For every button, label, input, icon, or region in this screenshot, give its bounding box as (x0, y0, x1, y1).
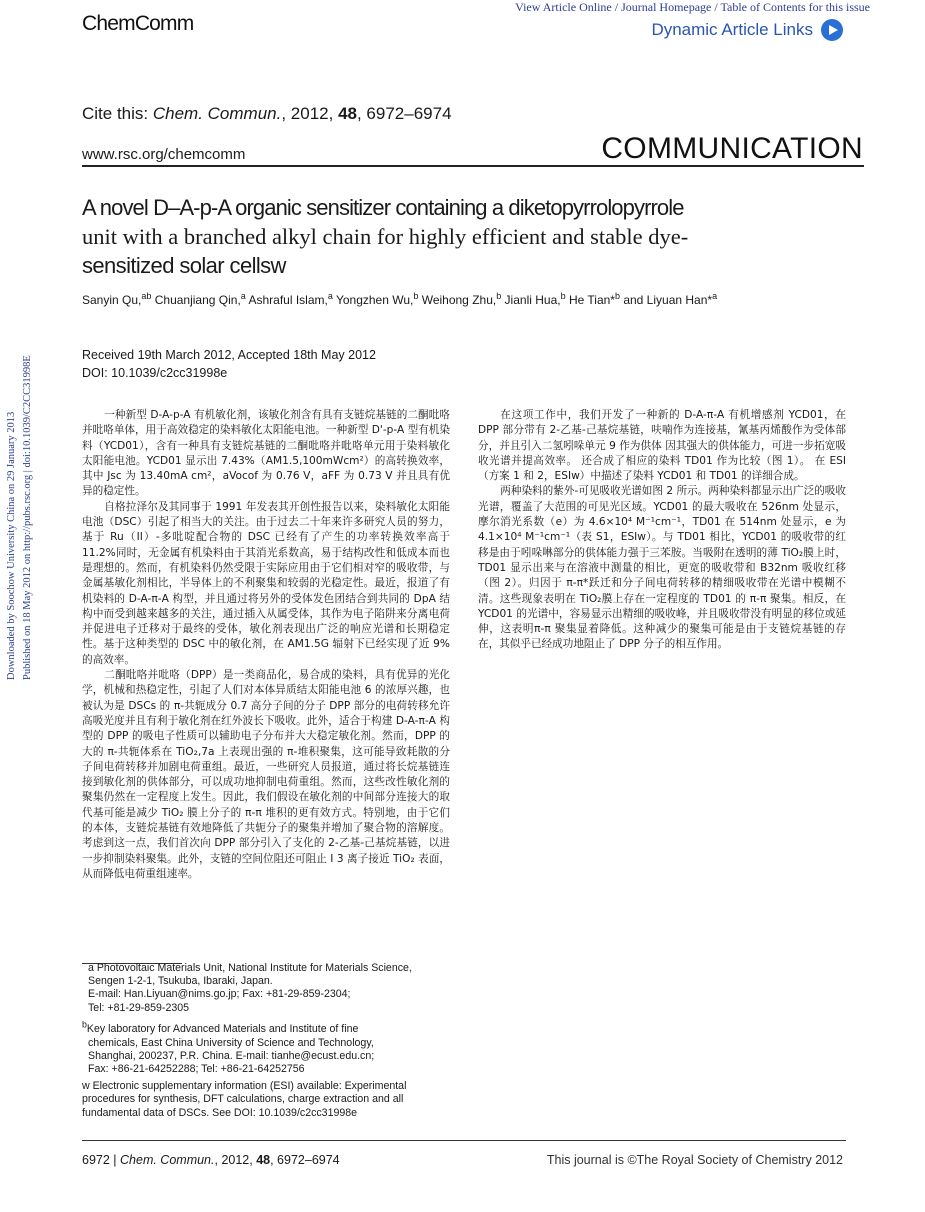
title-line-2: unit with a branched alkyl chain for highly efficient and stable dye- (82, 224, 689, 249)
affiliation-mark: a (712, 291, 718, 301)
separator: / (611, 0, 622, 14)
title-line-1: A novel D–A-p-A organic sensitizer containing a diketopyrrolopyrrole (82, 195, 684, 220)
footnote-line: a Photovoltaic Materials Unit, National Institute for Materials Science, (88, 962, 412, 974)
citation (82, 104, 452, 124)
body-paragraph: 二酮吡咯并吡咯（DPP）是一类商品化，易合成的染料，具有优异的光化学，机械和热稳定性，引起了人们对本体异质结太阳能电池 6 的浓厚兴趣，也被认为是 DSCs 的 π-共轭成分 0.7 高分子间的分子 DPP 部分的电荷转移允许高吸光度并且有利于敏化剂在红外波长下吸收。此外，适合于构建 D-A-π-A 构型的 DPP 的吸电子性质可以辅助电子分布并大大稳定敏化剂。然而，DPP 的大的 π-共轭体系在 TiO₂,7a 上表现出强的 π-堆积聚集，这可能导致耗散的分子间电荷转移并加剧电荷重组。最近，一些研究人员报道，通过将长烷基链连接到敏化剂的供体部分，可以成功地抑制电荷重组。然而，这些改性敏化剂的聚集仍然在一定程度上发生。因此，我们假设在敏化剂的中间部分连接大的取代基可能是减少 TiO₂ 膜上分子的 π-π 堆积的更有效方式。特别地，由于它们的本体，支链烷基链有效地降低了共轭分子的聚集并增加了聚合物的溶解度。考虑到这一点，我们首次向 DPP 部分引入了支化的 2-乙基-己基烷基链，以进一步抑制染料聚集。此外，支链的空间位阻还可阻止 I 3 离子接近 TiO₂ 表面，从而降低电荷重组速率。 (82, 669, 450, 880)
author: Jianli Hua, (501, 293, 561, 307)
received-accepted: Received 19th March 2012, Accepted 18th May 2012 (82, 348, 376, 362)
page-footer-citation (82, 1153, 340, 1167)
author: He Tian* (565, 293, 615, 307)
journal-brand: ChemComm (82, 12, 194, 35)
affiliation-mark: ab (141, 291, 152, 301)
body-paragraph: 在这项工作中，我们开发了一种新的 D-A-π-A 有机增感剂 YCD01，在 DPP 部分带有 2-乙基-己基烷基链，呋喃作为连接基，氰基丙烯酸作为受体部分，并且引入二氢吲哚单元 9 作为供体 因其强大的供体能力，可进一步拓宽吸收光谱并提高效率。 还合成了相应的染料 TD01 作为比较（图 1）。 在 ESI（方案 1 和 2，ESIw）中描述了染料 YCD01 和 TD01 的详细合成。 (478, 409, 846, 483)
cite-journal: Chem. Commun. (152, 104, 282, 123)
footnote-esi (82, 1080, 450, 1120)
play-arrow-icon[interactable] (821, 19, 843, 41)
author: Chuanjiang Qin, (151, 293, 241, 307)
dynamic-article-links-label[interactable]: Dynamic Article Links (651, 20, 813, 39)
author: Sanyin Qu, (82, 293, 142, 307)
footnote-line: Tel: +81-29-859-2305 (88, 1001, 190, 1014)
view-article-online-link[interactable]: View Article Online (515, 0, 612, 14)
body-paragraph: 两种染料的紫外-可见吸收光谱如图 2 所示。两种染料都显示出广泛的吸收光谱，覆盖了大范围的可见光区域。YCD01 的最大吸收在 526nm 处显示，摩尔消光系数（e）为 4.6×10⁴ M⁻¹cm⁻¹，TD01 在 514nm 处显示，e 为 4.1×10⁴ M⁻¹cm⁻¹（表 S1，ESIw）。与 TD01 相比，YCD01 的吸收带的红移是由于吲哚啉部分的供体能力强于三苯胺。当吸附在透明的薄 TiO₂膜上时，TD01 显示出来与在溶液中测量的相比，更宽的吸收带和 B32nm 吸收红移（图 2）。归因于 π-π*跃迁和分子间电荷转移的精细吸收带在光谱中模糊不清。这些现象表明在 TiO₂膜上存在一定程度的 TD01 的 π-π 聚集。相反，在 YCD01 的光谱中，容易显示出精细的吸收峰，并且吸收带没有明显的移位或延伸，这表明π-π 聚集显着降低。这种减少的聚集可能是由于支链烷基链的存在，其似乎已经成功地阻止了 DPP 分子的相互作用。 (478, 485, 846, 651)
author: Weihong Zhu, (418, 293, 497, 307)
left-column (82, 408, 450, 882)
affiliation-mark: a (240, 291, 246, 301)
article-title (82, 193, 822, 280)
journal-url[interactable]: www.rsc.org/chemcomm (82, 146, 246, 163)
title-line-3: sensitized solar cellsw (82, 253, 286, 278)
dynamic-article-links[interactable] (651, 19, 843, 41)
doi[interactable]: DOI: 10.1039/c2cc31998e (82, 366, 228, 380)
footnote-line: E-mail: Han.Liyuan@nims.go.jp; Fax: +81-29-859-2304; (88, 988, 351, 1001)
footer-pages: , 6972–6974 (270, 1153, 340, 1167)
page-number: 6972 | (82, 1153, 121, 1167)
cite-pages: , 6972–6974 (356, 104, 452, 123)
footer-journal: Chem. Commun. (120, 1153, 215, 1167)
footnote-line: Sengen 1-2-1, Tsukuba, Ibaraki, Japan. (88, 975, 273, 988)
separator: / (711, 0, 721, 14)
affiliation-mark: b (413, 291, 419, 301)
footer-volume: 48 (256, 1153, 271, 1167)
downloaded-note: Downloaded by Soochow University China on 29 January 2013 (6, 411, 17, 680)
header-divider (82, 165, 864, 167)
author: Ashraful Islam, (245, 293, 328, 307)
affiliation-mark: b (560, 291, 566, 301)
body-paragraph: 自格拉泽尔及其同事于 1991 年发表其开创性报告以来，染料敏化太阳能电池（DSC）引起了相当大的关注。由于过去二十年来许多研究人员的努力，基于 Ru（II）-多吡啶配合物的 DSC 已经有了产生的功率转换效率高于 11.2%同时，无金属有机染料由于其消光系数高，易于结构改性和低成本而也是理想的。然而，有机染料仍然受限于实际应用由于它们相对窄的吸收带，与金属基敏化剂相比，半导体上的不利聚集和较弱的光稳定性。最近，报道了有机染料的 D-A-π-A 构型，并且通过将另外的受体发色团结合到共同的 DpA 结构中而受到越来越多的关注，通过插入从属受体，其作为电子陷阱来分离电荷并促进电子迁移对于最终的受体，敏化剂表现出广泛的响应光谱和长期稳定性。基于这种类型的 DSC 中的敏化剂，在 AM1.5G 辐射下已经实现了近 9%的高效率。 (82, 500, 450, 666)
author: and Liyuan Han* (619, 293, 713, 307)
affiliation-mark: b (82, 1019, 87, 1030)
footnote-b (82, 1019, 450, 1076)
article-history (82, 346, 376, 382)
affiliation-mark: b (614, 291, 620, 301)
journal-homepage-link[interactable]: Journal Homepage (621, 0, 712, 14)
cite-prefix: Cite this: (82, 104, 153, 123)
author: Yongzhen Wu, (332, 293, 414, 307)
cite-year: , 2012, (281, 104, 339, 123)
top-links (515, 0, 870, 15)
footnotes (82, 962, 450, 1124)
section-label: COMMUNICATION (601, 132, 863, 165)
affiliation-mark: a (327, 291, 333, 301)
footnote-line[interactable]: fundamental data of DSCs. See DOI: 10.1039/c2cc31998e (82, 1106, 358, 1119)
footnote-line: Key laboratory for Advanced Materials and Institute of fine (86, 1023, 359, 1036)
footnote-line: Shanghai, 200237, P.R. China. E-mail: tianhe@ecust.edu.cn; (88, 1049, 375, 1062)
footnote-line: chemicals, East China University of Science and Technology, (88, 1036, 374, 1049)
cite-volume: 48 (338, 104, 357, 123)
footnote-a (82, 962, 450, 1015)
author-list (82, 291, 717, 307)
right-column (478, 408, 846, 653)
table-of-contents-link[interactable]: Table of Contents for this issue (720, 0, 870, 14)
published-note[interactable]: Published on 18 May 2012 on http://pubs.rsc.org | doi:10.1039/C2CC31998E (22, 355, 33, 680)
download-watermark (6, 320, 50, 680)
footnote-line: procedures for synthesis, DFT calculations, charge extraction and all (82, 1093, 404, 1106)
affiliation-mark: b (496, 291, 502, 301)
footer-year: , 2012, (214, 1153, 257, 1167)
footer-divider (82, 1140, 846, 1141)
footnote-line: Fax: +86-21-64252288; Tel: +86-21-64252756 (88, 1062, 305, 1075)
copyright-notice: This journal is ©The Royal Society of Chemistry 2012 (546, 1153, 843, 1167)
abstract-paragraph: 一种新型 D-A-p-A 有机敏化剂，该敏化剂含有具有支链烷基链的二酮吡咯并吡咯单体，用于高效稳定的染料敏化太阳能电池。一种新型 D'-p-A 型有机染料（YCD01），含有一种具有支链烷基链的二酮吡咯并吡咯单元用于染料敏化太阳能电池。YCD01 显示出 7.43%（AM1.5,100mWcm²）的高转换效率，其中 Jsc 为 13.40mA cm²，aVocof 为 0.76 V，aFF 为 0.73 V 并且具有优异的稳定性。 (82, 409, 450, 498)
footnote-line: w Electronic supplementary information (ESI) available: Experimental (82, 1080, 407, 1093)
